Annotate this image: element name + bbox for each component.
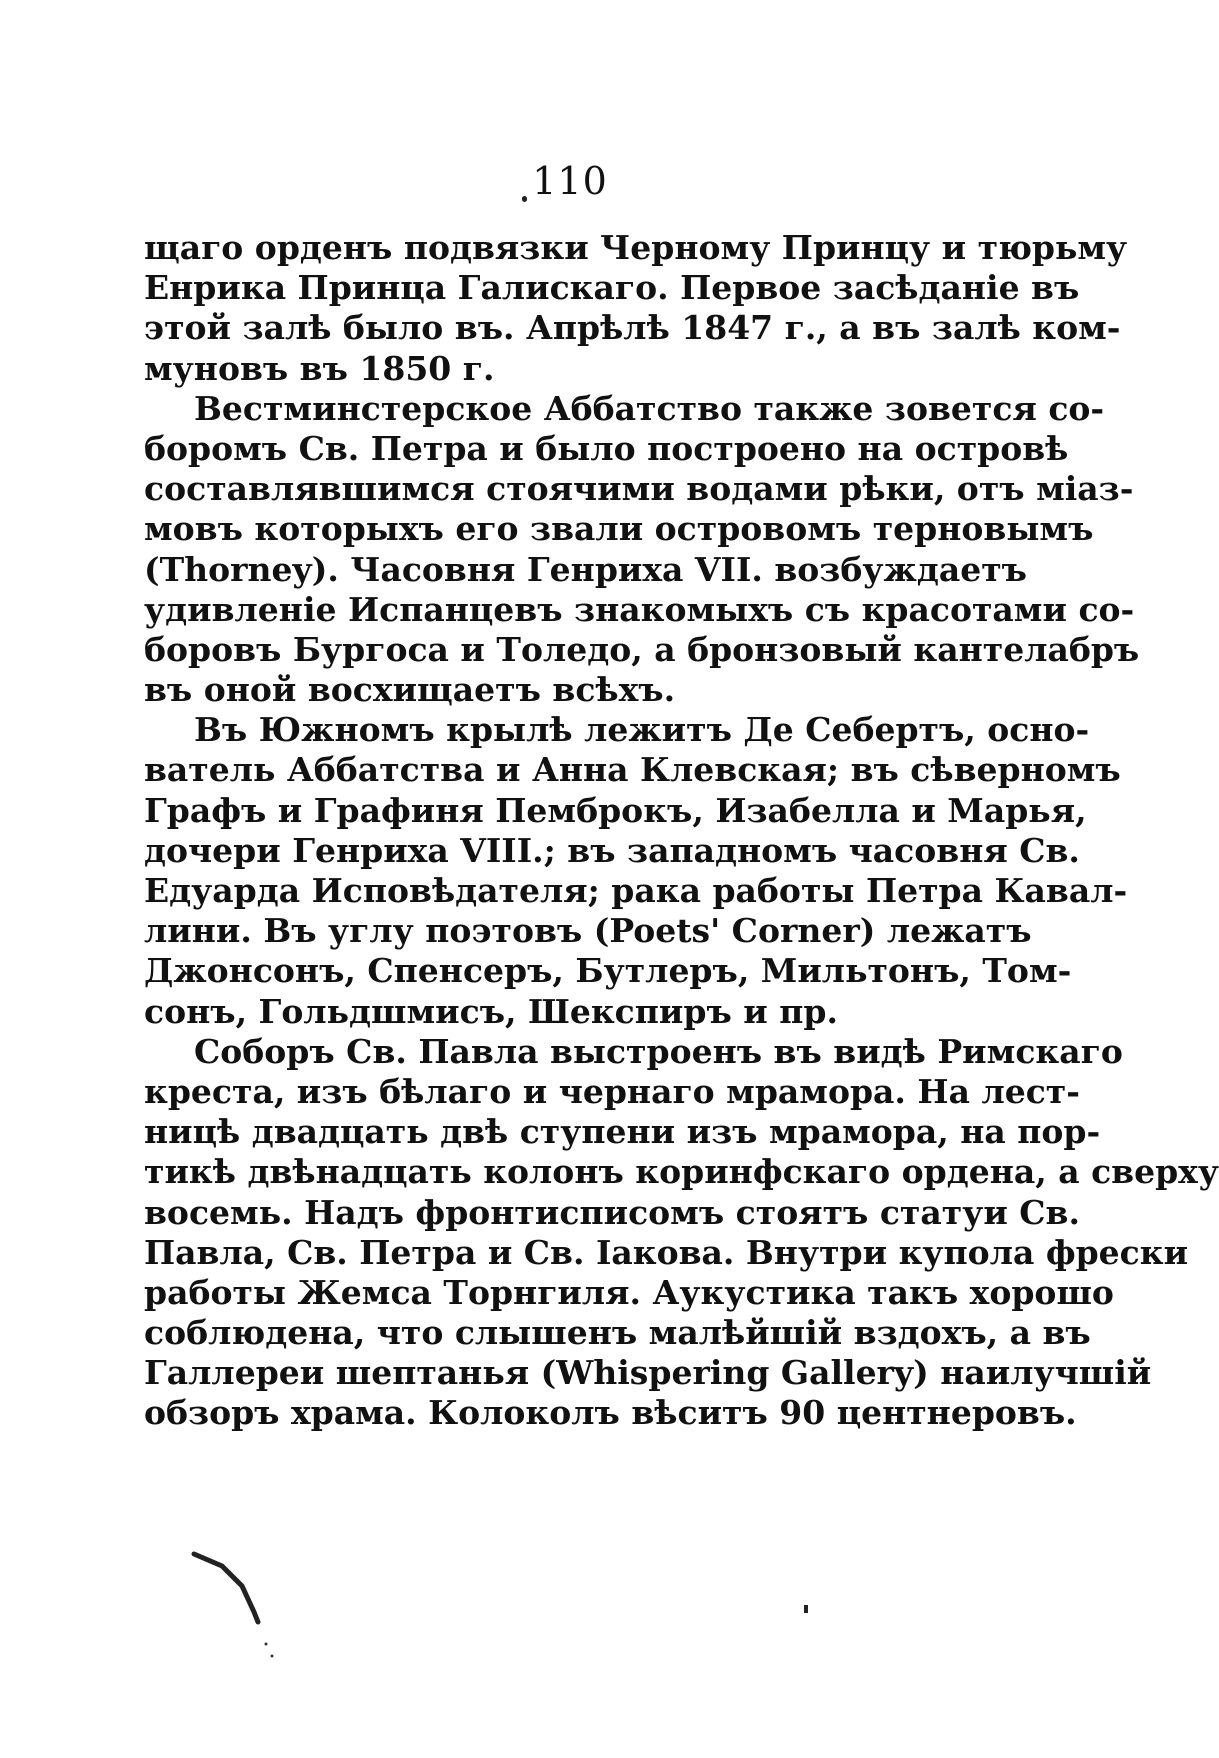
text-line: сонъ, Гольдшмисъ, Шекспиръ и пр. [144,991,838,1031]
text-line: Галлереи шептанья (Whispering Gallery) наилучшій [144,1353,1152,1393]
paragraph-3 [144,710,1128,1032]
text-line: Джонсонъ, Спенсеръ, Бутлеръ, Мильтонъ, Том- [144,951,1072,991]
text-line: удивленіе Испанцевъ знакомыхъ съ красотами со- [144,589,1135,629]
text-line: креста, изъ бѣлаго и чернаго мрамора. На лест- [144,1071,1080,1111]
text-line: щаго орденъ подвязки Черному Принцу и тюрьму [144,228,1128,267]
text-line: работы Жемса Торнгиля. Аукустика такъ хорошо [144,1272,1114,1312]
text-line: этой залѣ было въ. Апрѣлѣ 1847 г., а въ залѣ ком- [144,308,1121,348]
text-line: тикѣ двѣнадцать колонъ коринфскаго ордена, а сверху [144,1152,1219,1192]
text-line: въ оной восхищаетъ всѣхъ. [144,670,676,710]
text-line: восемь. Надъ фронтисписомъ стоятъ статуи Св. [144,1192,1080,1232]
text-line: (Thorney). Часовня Генриха VII. возбуждаетъ [144,549,1027,589]
text-line: Соборъ Св. Павла выстроенъ въ видѣ Римскаго [194,1031,1123,1071]
text-line: соблюдена, что слышенъ малѣйшій вздохъ, а въ [144,1313,1091,1353]
scan-mark [192,1552,282,1662]
paragraph-1 [144,228,1128,389]
text-line: Графъ и Графиня Пемброкъ, Изабелла и Марья, [144,790,1087,830]
paragraph-4 [144,1031,1219,1434]
body-text [144,228,1219,1434]
page-number: 110 [532,159,608,203]
scan-speck [522,196,527,202]
paragraph-2 [144,388,1140,711]
text-line: дочери Генриха VIII.; въ западномъ часовня Св. [144,830,1080,870]
text-line: ватель Аббатства и Анна Клевская; въ сѣверномъ [144,750,1121,790]
text-line: боромъ Св. Петра и было построено на островѣ [144,428,1069,468]
text-line: боровъ Бургоса и Толедо, а бронзовый кантелабръ [144,629,1140,669]
text-line: Едуарда Исповѣдателя; рака работы Петра Кавал- [144,871,1128,910]
text-line: Въ Южномъ крылѣ лежитъ Де Себертъ, осно- [194,710,1090,750]
text-line: Вестминстерское Аббатство также зовется со- [194,388,1105,428]
text-line: мовъ которыхъ его звали островомъ терновымъ [144,509,1094,549]
text-line: Павла, Св. Петра и Св. Іакова. Внутри купола фрески [144,1232,1189,1272]
scan-speck [804,1605,808,1613]
text-line: лини. Въ углу поэтовъ (Poets' Corner) лежатъ [144,911,1032,951]
text-line: обзоръ храма. Колоколъ вѣситъ 90 центнеровъ. [144,1393,1077,1433]
text-line: ницѣ двадцать двѣ ступени изъ мрамора, на пор- [144,1112,1101,1152]
text-line: Енрика Принца Галискаго. Первое засѣданіе въ [144,268,1080,308]
text-line: составлявшимся стоячими водами рѣки, отъ міаз- [144,469,1134,509]
text-line: муновъ въ 1850 г. [144,348,495,388]
